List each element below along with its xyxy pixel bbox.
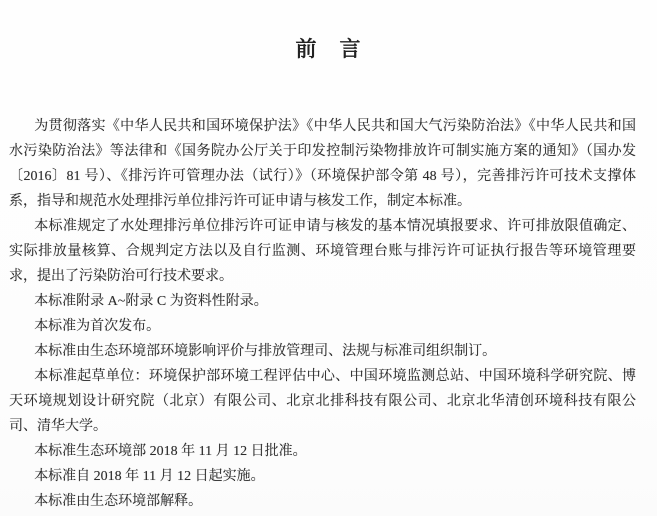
document-body xyxy=(0,114,657,514)
paragraph-interpretation: 本标准由生态环境部解释。 xyxy=(34,494,203,509)
paragraph-effective-date: 本标准自 2018 年 11 月 12 日起实施。 xyxy=(34,469,265,484)
paragraph-scope: 本标准规定了水处理排污单位排污许可证申请与核发的基本情况填报要求、许可排放限值确定、实际排放量核算、合规判定方法以及自行监测、环境管理台账与排污许可证执行报告等环境管理要求，提出了污染防治可行技术要求。 xyxy=(9,219,636,284)
paragraph-organizer: 本标准由生态环境部环境影响评价与排放管理司、法规与标准司组织制订。 xyxy=(34,344,497,359)
paragraph-approval-date: 本标准生态环境部 2018 年 11 月 12 日批准。 xyxy=(34,444,307,459)
page-title: 前 言 xyxy=(295,37,362,61)
paragraph-appendix: 本标准附录 A~附录 C 为资料性附录。 xyxy=(34,294,268,309)
paragraph-legal-basis: 为贯彻落实《中华人民共和国环境保护法》《中华人民共和国大气污染防治法》《中华人民共和国水污染防治法》等法律和《国务院办公厅关于印发控制污染物排放许可制实施方案的通知》（国办发〔2016〕81 号）、《排污许可管理办法（试行）》（环境保护部令第 48 号），完善排污许可技术支撑体系，指导和规范水处理排污单位排污许可证申请与核发工作，制定本标准。 xyxy=(9,119,636,209)
paragraph-first-release: 本标准为首次发布。 xyxy=(34,319,161,334)
paragraph-drafting-units: 本标准起草单位：环境保护部环境工程评估中心、中国环境监测总站、中国环境科学研究院、博天环境规划设计研究院（北京）有限公司、北京北排科技有限公司、北京北华清创环境科技有限公司、清华大学。 xyxy=(9,369,636,434)
